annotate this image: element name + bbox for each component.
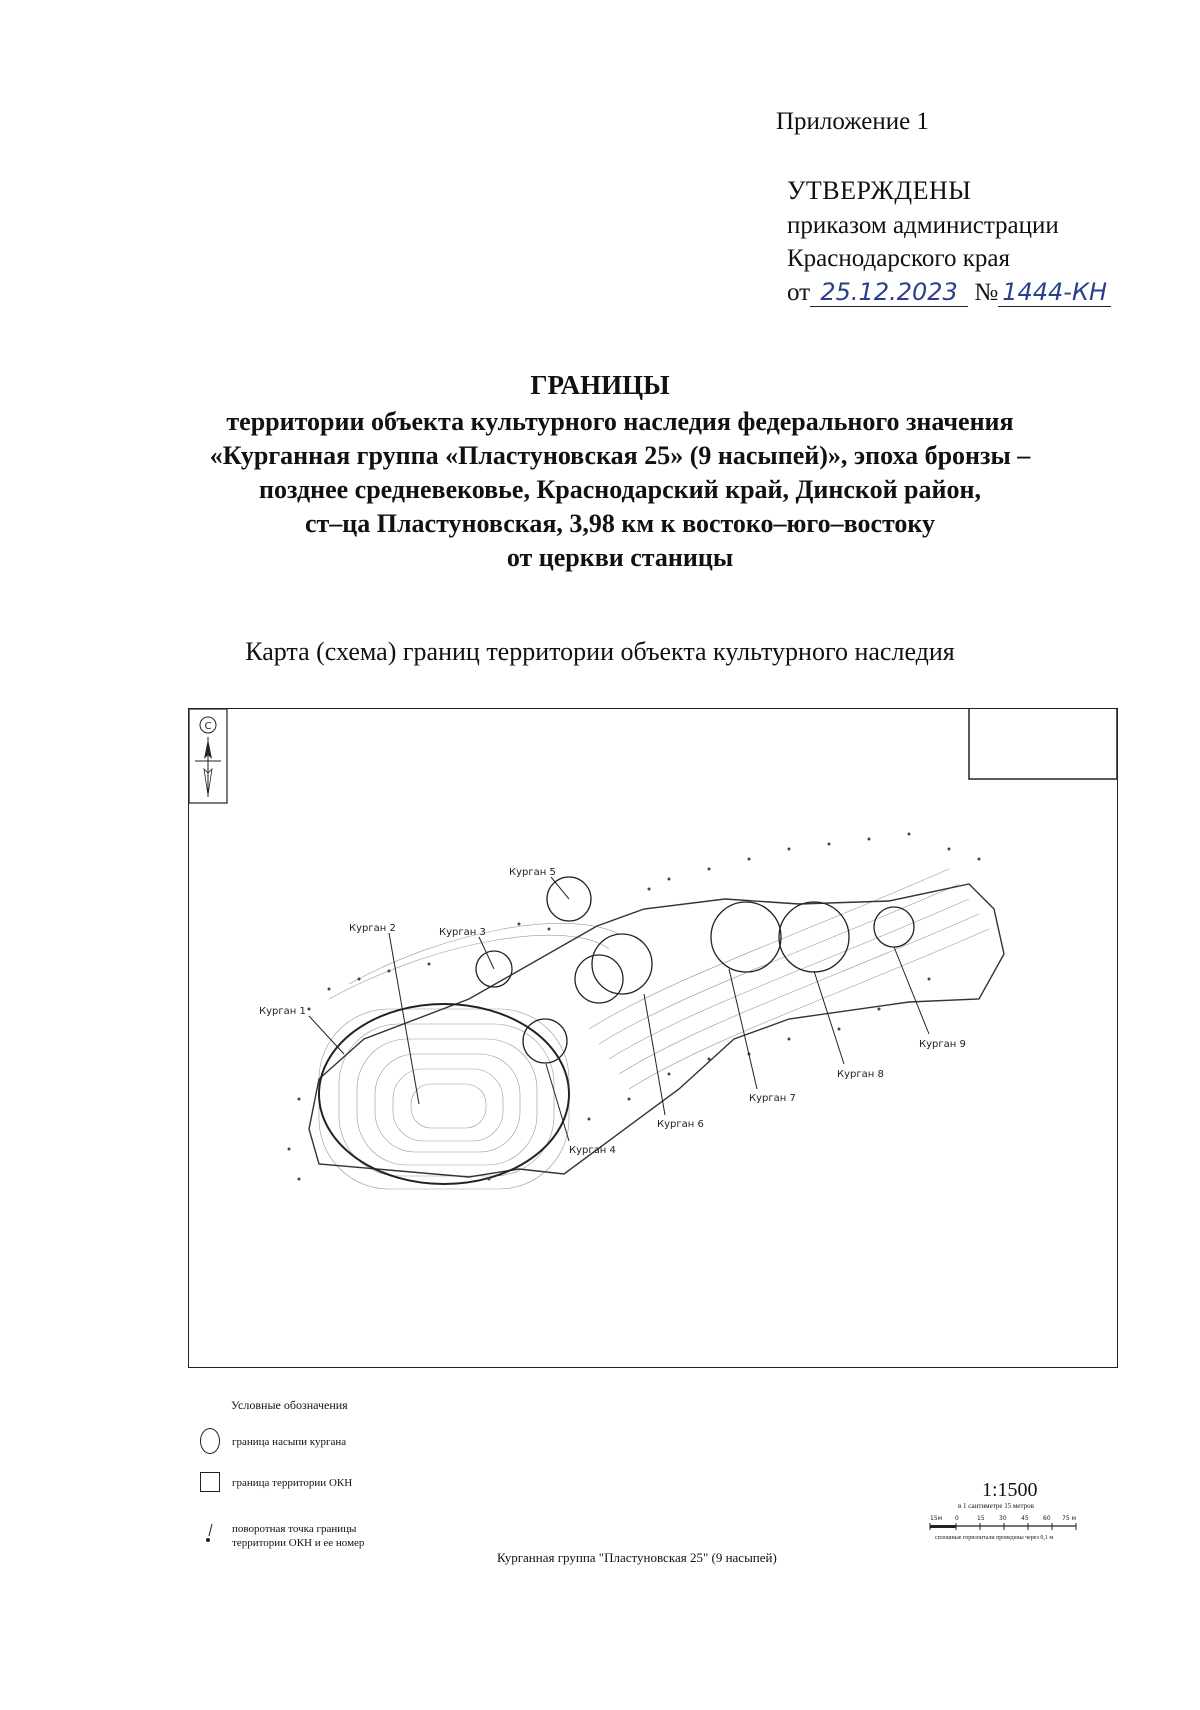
scale-bar (928, 1512, 1088, 1554)
subtitle-line: от церкви станицы (506, 543, 734, 572)
svg-text:60: 60 (1043, 1515, 1051, 1522)
mound-circles (319, 877, 914, 1184)
territory-boundary (309, 884, 1004, 1177)
contour-lines (319, 869, 989, 1189)
subtitle-line: «Курганная группа «Пластуновская 25» (9 насыпей)», эпоха бронзы – (209, 441, 1031, 470)
subtitle-line: территории объекта культурного наследия федерального значения (226, 407, 1014, 436)
map-schema (189, 709, 1119, 1369)
mound-label-5: Курган 5 (509, 867, 556, 878)
scale-note-bottom: сплошные горизонтали проведены через 0,1 м (935, 1535, 1054, 1541)
svg-text:15м: 15м (930, 1515, 943, 1522)
legend-label: территории ОКН и ее номер (232, 1537, 365, 1549)
legend-label: поворотная точка границы (232, 1523, 357, 1535)
legend-label: граница территории ОКН (232, 1477, 353, 1489)
svg-text:0: 0 (955, 1515, 959, 1522)
handwritten-date: 25.12.2023 (810, 278, 968, 307)
date-prefix: от (787, 279, 811, 306)
circle-icon (200, 1428, 220, 1454)
scale-ratio: 1:1500 (982, 1479, 1038, 1501)
order-date-number (787, 278, 1111, 307)
scale-note-top: в 1 сантиметре 15 метров (958, 1502, 1034, 1510)
scale-bar-graphic (928, 1512, 1088, 1554)
number-prefix: № (974, 279, 999, 306)
mound-label-9: Курган 9 (919, 1039, 966, 1050)
subtitle-line: позднее средневековье, Краснодарский край, Динской район, (259, 475, 981, 504)
mound-label-2: Курган 2 (349, 923, 396, 934)
svg-text:45: 45 (1021, 1515, 1029, 1522)
map-frame (188, 708, 1118, 1368)
mound-label-1: Курган 1 (259, 1006, 306, 1017)
north-arrow-icon (189, 709, 227, 803)
svg-text:30: 30 (999, 1515, 1007, 1522)
point-icon (202, 1522, 218, 1546)
mound-label-6: Курган 6 (657, 1119, 704, 1130)
legend-label: граница насыпи кургана (232, 1436, 347, 1448)
approved-by-line2: Краснодарского края (787, 245, 1010, 272)
document-subtitle (180, 405, 1060, 575)
footer-caption: Курганная группа "Пластуновская 25" (9 насыпей) (497, 1550, 777, 1565)
north-letter: С (204, 721, 212, 732)
appendix-label: Приложение 1 (776, 108, 929, 135)
mound-label-3: Курган 3 (439, 927, 486, 938)
svg-text:75 м: 75 м (1062, 1515, 1077, 1522)
svg-text:15: 15 (977, 1515, 985, 1522)
mound-label-4: Курган 4 (569, 1145, 616, 1156)
legend-title: Условные обозначения (231, 1398, 348, 1412)
square-icon (200, 1472, 220, 1492)
corner-box (969, 709, 1117, 779)
mound-label-7: Курган 7 (749, 1093, 796, 1104)
mound-labels (259, 867, 966, 1156)
subtitle-line: ст–ца Пластуновская, 3,98 км к востоко–юго–востоку (304, 509, 936, 538)
approved-by-line1: приказом администрации (787, 212, 1059, 239)
handwritten-number: 1444-КН (998, 278, 1111, 307)
approved-heading: УТВЕРЖДЕНЫ (787, 176, 972, 205)
mound-label-8: Курган 8 (837, 1069, 884, 1080)
document-title: ГРАНИЦЫ (530, 370, 670, 400)
map-caption: Карта (схема) границ территории объекта культурного наследия (245, 637, 955, 666)
